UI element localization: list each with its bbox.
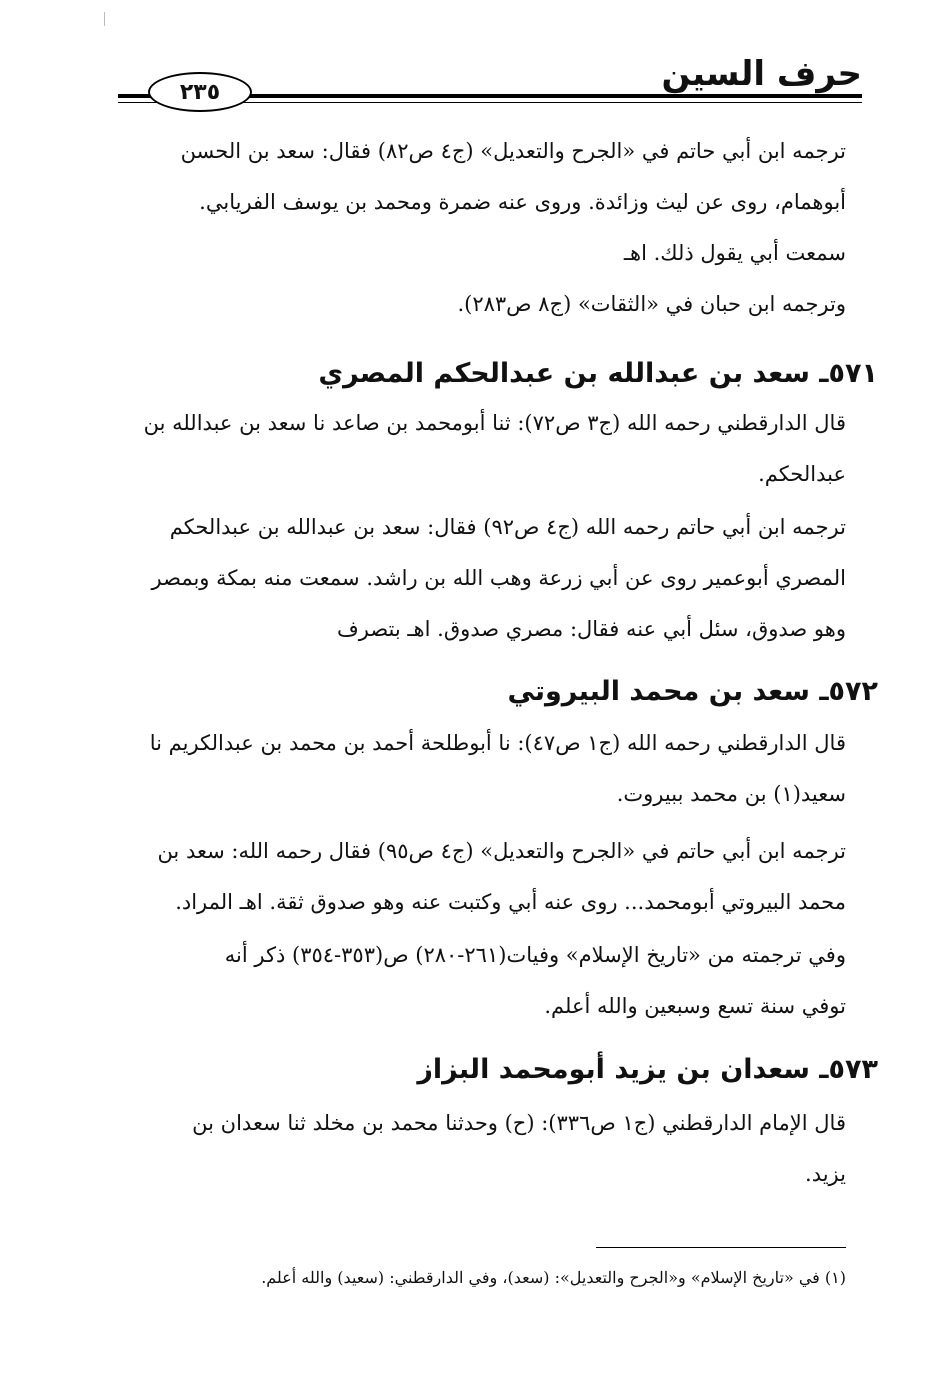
page-number: ٢٣٥: [148, 72, 252, 112]
text-line: ترجمه ابن أبي حاتم في «الجرح والتعديل» (ج٤ ص٩٥) فقال رحمه الله: سعد بن: [157, 839, 846, 863]
text-line: المصري أبوعمير روى عن أبي زرعة وهب الله بن راشد. سمعت منه بمكة وبمصر: [151, 566, 846, 590]
text-line: توفي سنة تسع وسبعين والله أعلم.: [544, 994, 846, 1018]
footnote: (١) في «تاريخ الإسلام» و«الجرح والتعديل»: (سعد)، وفي الدارقطني: (سعيد) والله أعلم.: [261, 1268, 846, 1287]
text-line: وفي ترجمته من «تاريخ الإسلام» وفيات(٢٦١-٢٨٠) ص(٣٥٣-٣٥٤) ذكر أنه: [224, 943, 846, 967]
text-line: وترجمه ابن حبان في «الثقات» (ج٨ ص٢٨٣).: [457, 292, 846, 316]
paragraph: [126, 826, 846, 928]
footnote-rule: [596, 1247, 846, 1248]
text-line: سمعت أبي يقول ذلك. اهـ: [623, 241, 846, 265]
text-line: وهو صدوق، سئل أبي عنه فقال: مصري صدوق. اهـ بتصرف: [336, 617, 846, 641]
entry-title: ٥٧١ـ سعد بن عبدالله بن عبدالحكم المصري: [318, 358, 878, 389]
chapter-title: حرف السين: [661, 54, 862, 94]
text-line: ترجمه ابن أبي حاتم في «الجرح والتعديل» (ج٤ ص٨٢) فقال: سعد بن الحسن: [180, 139, 846, 163]
paragraph: [126, 1098, 846, 1200]
paragraph: [126, 718, 846, 820]
paragraph: [126, 502, 846, 655]
text-line: عبدالحكم.: [758, 462, 846, 486]
scan-mark: [104, 12, 105, 26]
paragraph: [126, 398, 846, 500]
text-line: قال الدارقطني رحمه الله (ج١ ص٤٧): نا أبوطلحة أحمد بن محمد بن عبدالكريم نا: [149, 731, 846, 755]
page-header: [118, 52, 862, 108]
paragraph: [126, 930, 846, 1032]
text-line: سعيد(١) بن محمد ببيروت.: [616, 782, 846, 806]
text-line: قال الدارقطني رحمه الله (ج٣ ص٧٢): ثنا أبومحمد بن صاعد نا سعد بن عبدالله بن: [143, 411, 846, 435]
entry-title: ٥٧٢ـ سعد بن محمد البيروتي: [507, 676, 878, 707]
text-line: أبوهمام، روى عن ليث وزائدة. وروى عنه ضمرة ومحمد بن يوسف الفريابي.: [199, 190, 846, 214]
entry-title: ٥٧٣ـ سعدان بن يزيد أبومحمد البزاز: [417, 1054, 878, 1085]
paragraph: [126, 126, 846, 330]
text-line: قال الإمام الدارقطني (ج١ ص٣٣٦): (ح) وحدثنا محمد بن مخلد ثنا سعدان بن: [192, 1111, 846, 1135]
text-line: يزيد.: [805, 1162, 846, 1186]
text-line: ترجمه ابن أبي حاتم رحمه الله (ج٤ ص٩٢) فقال: سعد بن عبدالله بن عبدالحكم: [169, 515, 846, 539]
text-line: محمد البيروتي أبومحمد... روى عنه أبي وكتبت عنه وهو صدوق ثقة. اهـ المراد.: [175, 890, 846, 914]
